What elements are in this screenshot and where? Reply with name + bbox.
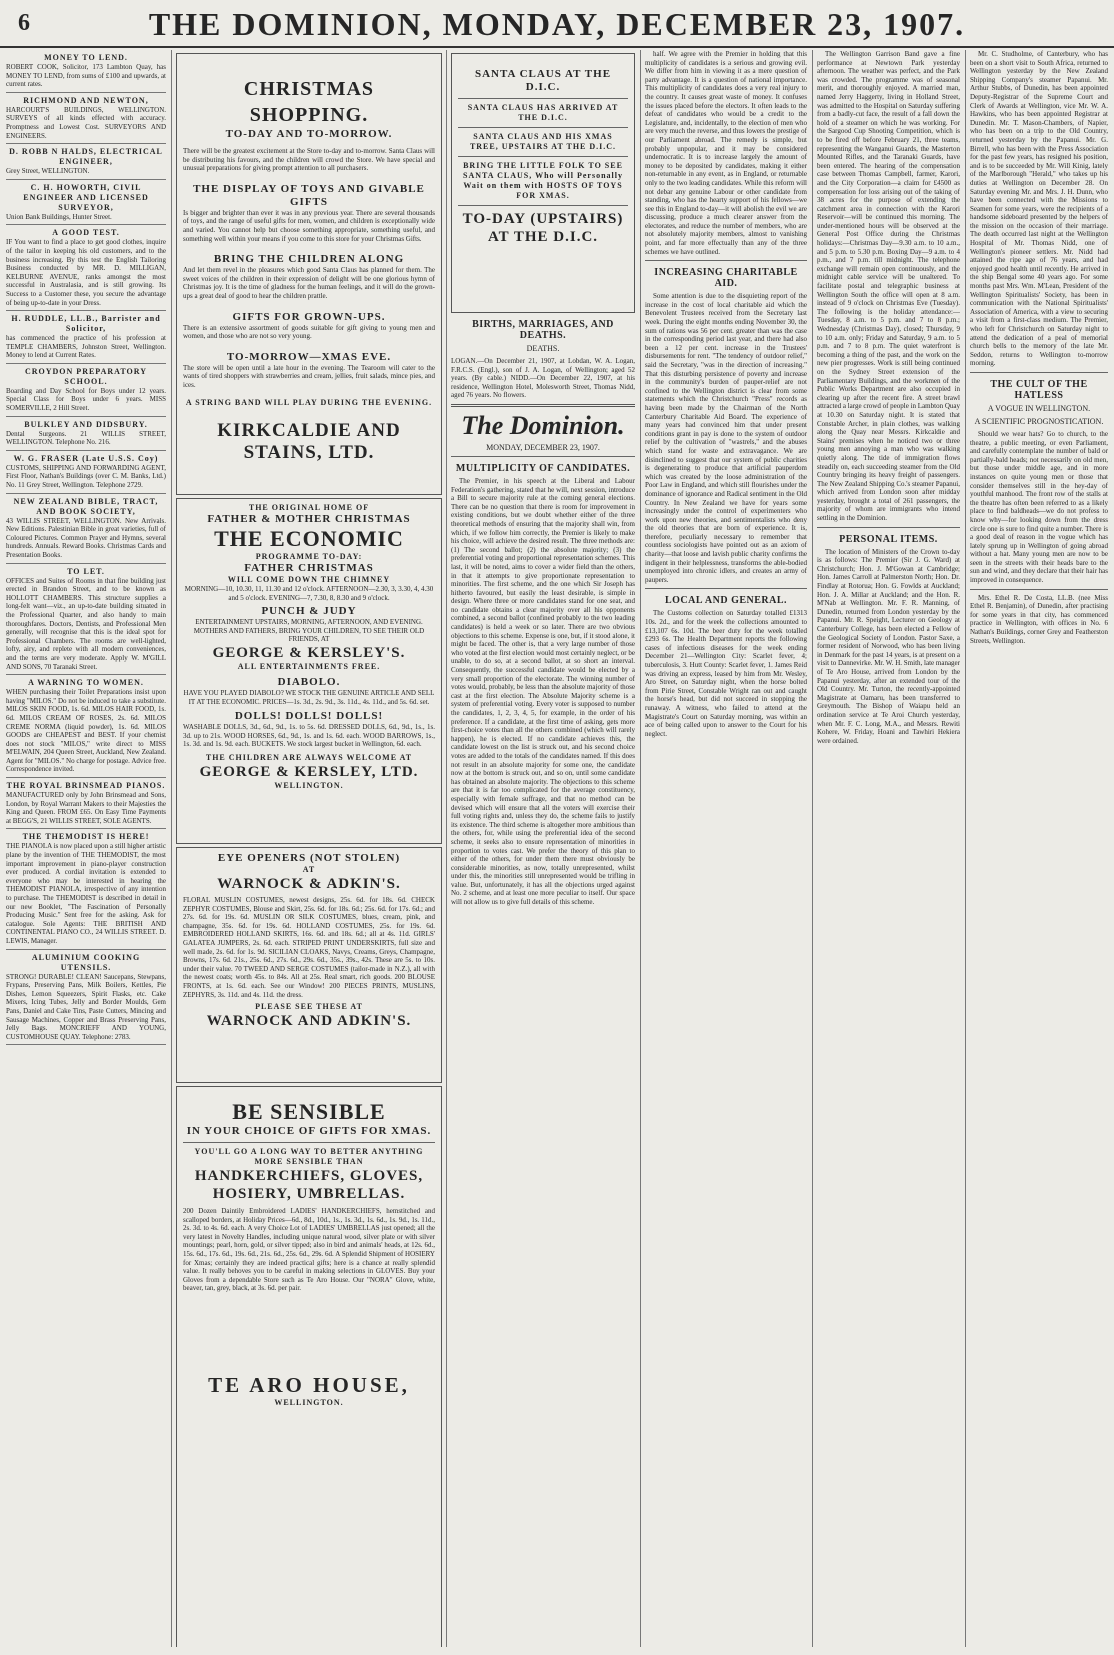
ad-text: ENTERTAINMENT UPSTAIRS, MORNING, AFTERNOON, AND EVENING. MOTHERS AND FATHERS, BRING YOUR CHILDREN, TO SEE THEIR OLD FRIENDS, AT [193,618,425,644]
economic-ad [176,498,442,844]
classified-title: A WARNING TO WOMEN. [28,678,144,688]
kirkcaldie-ad [176,53,442,495]
ad-title: BE SENSIBLE [232,1099,386,1124]
article-body: Should we wear hats? Go to church, to the theatre, a public meeting, or even Parliament, and carefully contemplate the number of bald or partially-bald heads; not necessarily on old men, but those under middle age, and in more instances on quite young men or those that consider themselves still in the hey-day of youthful manhood. The front row of the stalls at the theatre has often been referred to as a likely place to find baldheads—we do not profess to know why—for looking down from the dress circle one is sure to find quite a number. There is a good deal of reason in the vogue which has lately sprung up in Wellington of going abroad without a hat. Many young men are now to be seen in the streets with their heads bare to the sun and wind, and they declare that their hair has improved in consequence. [970,429,1108,585]
classified-ad [6,564,166,676]
classified-body: CUSTOMS, SHIPPING AND FORWARDING AGENT, First Floor, Nathan's Buildings (over C. M. Banks, Ltd.) No. 11 Grey Street, Wellington. Telephone 2729. [6,463,166,490]
classified-ad [6,50,166,93]
classified-title: BULKLEY AND DIDSBURY. [24,419,148,429]
classified-body: IF You want to find a place to get good clothes, inquire of the tailor in keeping his old customers, and to the business increasing. By this test the English Tailoring Business conducted by MR. D. MILLIGAN, KELBURNE AVENUE, ranks amongst the most successful in Australasia, and is still growing. Its Success to a Customer these, you secure the advantage of being up-to-date in your Dress. [6,238,166,307]
classified-title: C. H. HOWORTH, CIVIL ENGINEER AND LICENSED SURVEYOR, [23,182,149,212]
te-aro-house-ad [176,1086,442,1647]
classified-ad [6,417,166,451]
classified-title: NEW ZEALAND BIBLE, TRACT, AND BOOK SOCIETY, [13,496,159,516]
article-subheading: A VOGUE IN WELLINGTON. [987,403,1091,413]
editorial-masthead: The Dominion. [461,410,625,440]
classified-body: STRONG! DURABLE! CLEAN! Saucepans, Stewpans, Frypans, Preserving Pans, Milk Boilers, Kettles, Pie Dishes, Lemon Squeezers, Spirit Flasks, etc. Cake Mixers, Icing Tubes, Jelly and Border Moulds, Gem Pans, Daniel and Cake Tins, Paste Cutters, Mincing and Sausage Machines, Copper and Brass Preserving Pans, Jelly Bags. MONCRIEFF AND YOUNG, CUSTOMHOUSE QUAY. Telephone: 2783. [6,972,166,1041]
ad-text: 200 Dozen Daintily Embroidered LADIES' HANDKERCHIEFS, hemstitched and scalloped borders, at Holiday Prices—6d., 8d., 10d., 1s., 1s. 3d., 1s. 6d., 1s. 9d., 1s. 11d., 2s. 3d. to 4s. 6d. each. A very Choice Lot of LADIES' UMBRELLAS just opened; all the very latest in Novelty Handles, including unique natural wood, silver plate or with silver mountings; pearl, horn, gold, or silver tipped; also in bird and animals' heads, at 12s. 6d., 15s. 6d., 17s. 6d., 19s. 6d., 21s. 6d., 25s. 6d., 29s. 6d. A Splendid Shipment of HOSIERY for Xmas; certainly they are indeed practical gifts; here is a chance at really splendid value. It really behoves you to be careful in making selections in GLOVES. Buy your Gloves from a dependable Store such as Te Aro House. Our "NORA" Glove, white, beaver, tan, grey, black, at 3s. 6d. per pair. [183,1207,435,1293]
article-body: The Wellington Garrison Band gave a fine performance at Newtown Park yesterday afternoon. The weather was perfect, and the Park was crowded. The programme was of seasonal merit, and thoroughly enjoyed. A married man, named Jerry Haggerty, living in Holland Street, was admitted to the Hospital on Saturday suffering from a badly-cut face, the result of a fall down the hold of a steamer on which he was working. For the Sargood Cup Shooting Competition, which is to be fired off before February 21, three teams, representing the Wanganui Guards, the Masterton Mounted Rifles, and the Taranaki Guards, have been entered. The hearing of the compensation case between Thomas Campbell, farmer, Karori, and the City Corporation—a claim for £4500 as compensation for loss arising out of the taking of 38 acres for the purpose of extending the catchment area in connection with the Karori Reservoir—will be continued this morning. The under-mentioned hours will be observed at the General Post Office during the Christmas holidays:—Christmas Day—9.30 a.m. to 10 a.m., and 5 p.m. to 5.30 p.m. Boxing Day—9 a.m. to 4 p.m., and 7 p.m. till midnight. The telephone exchange will remain open continuously, and the midnight cable service will be unaltered. To facilitate postal and telegraphic business at Wellington South the office will open at 8 a.m. instead of 9 o'clock on Christmas Eve (Tuesday). The following is the holiday attendance:—Tuesday, 8 a.m. to 5 p.m. and 7 to 8 p.m.; Wednesday (Christmas Day), closed; Thursday, 9 to 10 a.m. only; Friday and Saturday, 9 a.m. to 5 p.m. and 7 to 8 p.m. The quiet waterfront is becoming a thing of the past, and the work on the new pier progresses. Work is still being continued on the Sydney Street extension of the Parliamentary Buildings, and the workmen of the Public Works Department are also occupied in clearing up after the recent fire. A street brawl attracted a large crowd of people in Lambton Quay at 10.30 on Saturday night. It is stated that Constable Archer, in plain clothes, was walking along the Quay near Messrs. Kirkcaldie and Stains' premises when he noticed two or three young men annoying a man who was walking quietly along. The tide of immigration flows steadily on, each succeeding steamer from the Old Country bringing its heavy freight of passengers. The New Zealand Shipping Co.'s steamer Papanui, which arrived from London soon after midday yesterday, brought a total of 261 passengers, the majority of whom are immigrants who intend settling in the Dominion. [817,50,960,523]
column-rule [640,50,641,1647]
ad-heading: THE DISPLAY OF TOYS AND GIVABLE GIFTS [193,182,425,208]
ad-heading: ALL ENTERTAINMENTS FREE. [237,661,381,671]
column-rule [171,50,172,1647]
classified-ad [6,950,166,1046]
advertiser-name: TO-DAY (UPSTAIRS) AT THE D.I.C. [462,211,624,245]
dic-editorial-column [451,50,635,1647]
article-headline: THE CULT OF THE HATLESS [990,378,1088,401]
death-notices: LOGAN.—On December 21, 1907, at Lobdan, W. A. Logan, F.R.C.S. (Engl.), son of J. A. Logan, of Wellington; aged 52 years. (By cable.) NIDD.—On December 22, 1907, at his residence, Wellington Hotel, Molesworth Street, Thomas Nidd, aged 76 years. No flowers. [451,357,635,400]
ad-text: SANTA CLAUS AND HIS XMAS TREE, UPSTAIRS AT THE D.I.C. [469,132,617,151]
classified-title: RICHMOND AND NEWTON, [23,95,149,105]
classified-ad [6,93,166,144]
article-body: The location of Ministers of the Crown to-day is as follows: The Premier (Sir J. G. Ward) at Christchurch; Hon. J. M'Gowan at Cambridge; Hon. James Carroll at Palmerston North; Hon. Dr. Findlay at Rotorua; Hon. G. Fowlds at Auckland; Hon. J. A. Millar at Auckland; and the Hon. R. M'Nab at Wellington. Mr. F. R. Manning, of Dunedin, returned from London yesterday by the Papanui. Mr. R. Speight, Lecturer on Geology at Canterbury College, has been elected a Fellow of the Geological Society of London. Pastor Saxe, a former resident of Norwood, who has been living in Denmark for the past 14 years, is at present on a visit to Dannevirke. Mr. W. H. Smith, late manager of Te Aro House, arrived from London by the Papanui yesterday, after an extended tour of the Old Country. Mr. Turton, the recently-appointed Magistrate at Oamaru, has been transferred to Greymouth. The Bishop of Waiapu held an ordination service at Te Aroi Church yesterday, when Mr. F. C. Long, M.A., and Messrs. Rewiti Kohere, W. Friday, Hoani and Tawhiri Hekiera were ordained. [817,547,960,745]
classified-ad [6,675,166,778]
classified-body: OFFICES and Suites of Rooms in that fine building just erected in Brandon Street, and to be known as HOLLOTT CHAMBERS. This structure supplies a long-felt want—viz., an up-to-date building situated in the Professional Quarter, and also handy to main thoroughfares. Doctors, Dentists, and Professional Men generally, will recognise that this is the ideal spot for Professional Chambers. The rooms are well-lighted, lofty, airy, and replete with all modern conveniences, and the terms are very moderate. Apply W. M'GILL AND SONS, 70 Taranaki Street. [6,576,166,671]
classified-body: ROBERT COOK, Solicitor, 173 Lambton Quay, has MONEY TO LEND, from sums of £100 and upwards, at current rates. [6,63,166,89]
advertiser-name: GEORGE & KERSLEY'S. [212,644,406,661]
ad-heading: TO-MORROW—XMAS EVE. [226,350,392,363]
ad-heading: HANDKERCHIEFS, GLOVES, HOSIERY, UMBRELLAS. [194,1168,424,1202]
advertiser-name: GEORGE & KERSLEY, LTD. [199,763,419,780]
classified-column [6,50,166,1647]
ad-heading: DIABOLO. [277,675,341,688]
ad-title: THE ECONOMIC [214,526,404,551]
article-headline: MULTIPLICITY OF CANDIDATES. [455,462,631,474]
article-body: The Premier, in his speech at the Liberal and Labour Federation's gathering, stated that he will, next session, introduce a Bill to secure majority rule at the coming general elections. There can be no question that there is room for improvement in existing conditions, but we doubt whether either of the three theoretical methods of ensuring that the majority shall win, from which, if we follow him correctly, the Premier is likely to make his choice, will achieve the desired result. The three methods are: (1) The second ballot; (2) the absolute majority; (3) the preferential voting and proportional representation schemes. This last, it will be noted, aims to cover a wider field than the others, in that it attempts to give proportionate representation to minorities. The first scheme, and the one which Sir Joseph has hitherto favoured, but easily the least desirable, is simple in design. Where three or more candidates stand for one seat, and no candidate obtains a clear majority over all his opponents combined, a second ballot (confined probably to the two leading candidates) is held a week or so later. There are two obvious objections to this scheme. Expense is one, but, if it stood alone, it might be faced. The other is, that a very large number of those who voted at the first election would most certainly neglect, or be unable, to do so, at a second ballot, at so short an interval. Consequently, the successful candidate would be elected by a very small proportion of the electorate. The winning number of votes would, probably, be less than the absolute majority of those cast at the first election. The Absolute Majority scheme is a system of preferential voting. Every voter is supposed to number the candidates, 1, 2, 3, 4, 5, for example, in the order of his preference. If a candidate, at the first time of asking, gets more first-choice votes than all the others combined (which will rarely happen), he is elected. If no candidate achieves this, the candidate lowest on the list is struck out, and his second choice votes are added to the totals of the candidates named. If this does not result in an absolute majority for some one, the candidate now at the bottom is struck out, and so on, until some candidate has obtained an absolute majority. The objections to this scheme are that it is far too complicated for the average constituency, especially with female suffrage, and that no method can be devised which will ensure that all the voters will exercise their full voting rights and, unless they do, the scheme fails to justify its existence. The third scheme is altogether more ambitious than the others, for, while using the preferential idea of the second scheme, it seeks also to ensure representation of minorities in proportion to votes cast. We prefer the theory of this plan to either of the others, for under them there must obviously be considerable minorities, as now, totally unrepresented, whilst under this, the minorities still unrepresented would be trifling in value. But, unfortunately, it has all the objections urged against No. 2 scheme, and at least one more peculiar to itself. Our space will not allow us to give full details of this scheme. [451,476,635,907]
ad-heading: FATHER & MOTHER CHRISTMAS [207,513,411,525]
ad-title: CHRISTMAS SHOPPING. [243,78,375,126]
ad-heading: EYE OPENERS (NOT STOLEN) [217,852,401,864]
classified-title: H. RUDDLE, LL.B., Barrister and Solicitor, [11,314,161,334]
section-subheading: DEATHS. [526,344,560,353]
article-headline: PERSONAL ITEMS. [839,533,938,545]
column-rule [446,50,447,1647]
column-rule [965,50,966,1647]
ad-subtitle: TO-DAY AND TO-MORROW. [225,128,393,140]
ad-text: There is an extensive assortment of goods suitable for gift giving to young men and women, and those who are not so very young. [183,323,435,341]
ad-text: MORNING—10, 10.30, 11, 11.30 and 12 o'clock. AFTERNOON—2.30, 3, 3.30, 4, 4.30 and 5 o'clock. EVENING—7, 7.30, 8, 8.30 and 9 o'clock. [184,585,434,602]
classified-body: WHEN purchasing their Toilet Preparations insist upon having "MILOS." Do not be induced to take a substitute. MILOS SKIN FOOD, 1s. 6d. MILOS HAIR FOOD, 1s. 6d. MILOS CREAM OF ROSES, 2s. 6d. MILOS CREME NORMA (liquid powder), 1s. 6d. MILOS GOODS are CHEAPEST and BEST. If your chemist does not stock "MILOS," write direct to MISS M'ELWAIN, 204 Queen Street, Auckland, New Zealand. Agent for "MILOS." No charge for postage. Advice free. Correspondence invited. [6,688,166,774]
classified-ad [6,144,166,180]
advertiser-name: WARNOCK & ADKIN'S. [217,876,401,892]
ad-heading: THE ORIGINAL HOME OF [248,503,370,512]
classified-body: Grey Street, WELLINGTON. [6,167,90,176]
article-headline: LOCAL AND GENERAL. [664,595,788,607]
local-news-column [817,50,960,1647]
classified-title: ALUMINIUM COOKING UTENSILS. [31,952,141,972]
ad-heading: PLEASE SEE THESE AT [255,1002,363,1012]
article-body: Mr. C. Studholme, of Canterbury, who has been on a short visit to South Africa, returned to Wellington yesterday by the New Zealand Shipping Company's steamer Papanui. Mr. Arthur Stubbs, of Dunedin, has been appointed Deputy-Registrar of the Supreme Court and Clerk of Awards at Wellington, vice Mr. W. A. Hawkins, who has been appointed Registrar at Dunedin. Mr. T. Mason-Chambers, of Napier, who has been on a trip to the Old Country, returned yesterday by the Papanui. Mr. G. Birrell, who has been with the Press Association for the past few years, has resigned his position, and is to be succeeded by Mr. Will Kinig, lately of the Marlborough "Herald," who takes up his duties at Wellington on December 28. On Saturday evening Mr. and Mrs. J. H. Dunn, who have been connected with the Missions to Seamen for some years, were the recipients of a handsome sideboard presented by the helpers of the mission on the occasion of their marriage. The death occurred last night at the Wellington Hospital of Mr. Thomas Nidd, one of Wellington's pioneer settlers. Mr. Nidd had attained the ripe age of 76 years, and had enjoyed good health until recently. He arrived in the ship Bengal some 40 years ago. For some months past Mrs. Wm. M'Lean, President of the Wellington Spiritualists' Society, has been in communication with the National Spiritualists' Association of America, with a view to securing a visit from a first-class medium. The Premier, who left for Christchurch on Saturday night to attend the dedication of a peal of memorial church bells to the memory of the late Mr. Seddon, returns to Wellington to-morrow morning. [970,50,1108,368]
classified-title: MONEY TO LEND. [44,53,128,62]
ad-heading: WILL COME DOWN THE CHIMNEY [227,575,391,584]
ad-text: WELLINGTON. [274,780,344,790]
ad-text: And let them revel in the pleasures which good Santa Claus has planned for them. The sweet voices of the children in their expression of delight will be one glorious hymn of Christmas joy. It is the time of gladness for the human feelings, and it will do the grown-ups a great deal of good to hear the children prattle. [183,266,435,300]
classified-title: CROYDON PREPARATORY SCHOOL. [24,366,148,386]
classified-title: W. G. FRASER (Late U.S.S. Coy) [13,453,159,463]
ad-text: SANTA CLAUS HAS ARRIVED AT THE D.I.C. [467,103,619,122]
classified-body: Union Bank Buildings, Hunter Street. [6,212,112,221]
classified-body: MANUFACTURED only by John Brinsmead and Sons, London, by Royal Warrant Makers to their Majesties the King and Queen. FROM £65. On Easy Time Payments at BEGG'S, 21 WILLIS STREET, SOLE AGENTS. [6,791,166,825]
newspaper-title: THE DOMINION, MONDAY, DECEMBER 23, 1907. [148,6,966,42]
classified-body: has commenced the practice of his profession at TEMPLE CHAMBERS, Johnston Street, Wellington. Money to lend at Current Rates. [6,334,166,360]
masthead [0,0,1114,48]
article-headline: INCREASING CHARITABLE AID. [654,267,798,290]
ad-heading: YOU'LL GO A LONG WAY TO BETTER ANYTHING MORE SENSIBLE THAN [194,1147,424,1166]
classified-ad [6,778,166,829]
classified-ad [6,364,166,417]
ad-heading: FATHER CHRISTMAS [244,562,374,574]
classified-title: TO LET. [67,566,105,576]
ad-text: BRING THE LITTLE FOLK TO SEE SANTA CLAUS, Who will Personally Wait on them with HOSTS OF TOYS FOR XMAS. [463,161,623,200]
article-body: half. We agree with the Premier in holding that this multiplicity of candidates is a serious and growing evil. We differ from him in viewing it as a mere question of party advantage. It is a question of national importance. This multiplicity of candidates does a very real injury to the country. It causes great waste of money. It confuses the issues placed before the electors. It often leads to the defeat of candidates who would be a credit to the Legislature, and, incidentally, to the election of men who are very much the reverse, and thus lowers the prestige of our Parliament abroad. The remedy is simple, but probably unpopular, and it may be considered undemocratic. It is to increase largely the amount of money to be deposited by candidates, making it either non-returnable in any event, as in England, or returnable only to the two leading candidates. While this reform will not debar any genuine Labour or other candidate from standing, who has the hearty support of his fellows—we see this in England to-day—it will abolish the evil we are discussing, produce a much clearer answer from the electorates, and reduce the number of members, who are not absolutely majority members, almost to vanishing point, and far more effectually than any of the three schemes we have outlined. [645,50,807,256]
ad-heading: BRING THE CHILDREN ALONG [213,253,405,266]
classified-ad [6,451,166,494]
classified-ad [6,494,166,564]
article-body: Mrs. Ethel R. De Costa, LL.B. (nee Miss Ethel R. Benjamin), of Dunedin, after practising for some years in that city, has commenced practice in Wellington, with offices in No. 6 Nathan's Buildings, corner Grey and Featherston Streets, Wellington. [970,593,1108,645]
classified-title: A GOOD TEST. [52,228,120,238]
ad-heading: SANTA CLAUS AT THE D.I.C. [474,68,612,93]
classified-body: Boarding and Day School for Boys under 12 years. Special Class for Boys under 6 years. MISS SOMERVILLE, 2 Hill Street. [6,386,166,413]
advertiser-name: KIRKCALDIE AND STAINS, LTD. [217,419,401,463]
article-body: The Customs collection on Saturday totalled £1313 10s. 2d., and for the week the collections amounted to £13,107 6s. 10d. The beer duty for the week totalled £293 6s. The Health Department reports the following cases of infectious diseases for the week ending December 21—Wellington City: Scarlet fever, 4; tuberculosis, 3. Hutt County: Scarlet fever, 1. James Reid was driving an express, leased by him from Mr. Wesley, Aro Street, on Saturday night, when the horse bolted from Pirie Street, Constable Wright ran out and caught the horse's head, but did not succeed in stopping the runaway. A witness, who failed to attend at the Magistrate's Court on Saturday morning, was within an ace of being called upon to answer to the Court for his neglect. [645,609,807,738]
ad-subtitle: IN YOUR CHOICE OF GIFTS FOR XMAS. [186,1125,432,1137]
ad-text: HAVE YOU PLAYED DIABOLO? WE STOCK THE GENUINE ARTICLE AND SELL IT AT THE ECONOMIC. PRICES—1s. 3d., 2s. 9d., 3s. 11d., 4s. 11d., and 5s. 6d. set. [183,688,435,706]
dic-ad [451,53,635,313]
classified-body: 43 WILLIS STREET, WELLINGTON. New Arrivals. New Editions. Palestinian Bible in great varieties, full of Coloured Pictures. Common Prayer and Hymns, several hundreds. Annuals. Reward Books. Christmas Cards and Presentation Books. [6,516,166,559]
display-ads-column [176,50,442,1647]
ad-text: AT [302,865,316,874]
ad-heading: THE CHILDREN ARE ALWAYS WELCOME AT [205,752,413,762]
ad-text: The store will be open until a late hour in the evening. The Tearoom will cater to the wants of tired shoppers with strawberries and cream, jellies, fruit salads, mince pies, and ices. [183,363,435,389]
classified-ad [6,225,166,311]
article-body: Some attention is due to the disquieting report of the increase in the cost of local charitable aid which the Benevolent Trustees received from the Secretary last week. During the eight months ending November 30, the sum of rations was 56 per cent. greater than was the case in the corresponding period last year, and there had also been a 12 per cent. increase in the Trustees' disbursements for rent. "The tendency of outdoor relief," said the Secretary, "was in the direction of increasing." That this disturbing persistence of poverty and increase in the community's burden of pauper-relief are not confined to the Wellington district is clear from some statements which the Christchurch "Press" records as having been made by the Chairman of the North Canterbury Charitable Aid Board. The experience of many years had convinced him that under present conditions grant in pay is done to the system of outdoor relief by the cultivation of "wastrels," and the abuses which stand for waste and extravagance. We are disinclined to suggest that our system of public charities is degenerating to produce that artificial pauperdom which was created by the loose administration of the Poor Law in England, and which still flourishes under the dominance of ignorance and Radical sentiment in the Old Country. In New Zealand we have for years some increasingly under the control of experimenters who work upon new theories, and sentimentalists who deny the old theories that are born of experience. It is, therefore, peculiarly necessary to remember that countless sociologists have pointed out as an axiom of charity—that loose and lavish public charity confirms the indigent in their helplessness, transforms the able-bodied unemployed into chronic idlers, and creates an army of paupers. [645,292,807,584]
ad-text: FLORAL MUSLIN COSTUMES, newest designs, 25s. 6d. for 18s. 6d. CHECK ZEPHYR COSTUMES, Blouse and Skirt, 25s. 6d. for 18s. 6d.; 25s. 6d. for 17s. 6d.; and 27s. 6d. for 19s. 6d. MUSLIN OR SILK COSTUMES, blues, cream, pink, and champagne, 35s. 6d. for 19s. 6d. HOLLAND COSTUMES, 25s. for 19s. 6d. EMBROIDERED HOLLAND SKIRTS, 16s. 6d. and 18s. 6d.; all at 4s. 11d. GIRLS' GALATEA JUMPERS, 2s. 6d. each. STRIPED PRINT UNDERSKIRTS, full size and well made, 2s. 6d. for 1s. 9d. SICILIAN CLOAKS, Navys, Creams, Greys, Champagne, Browns, 17s. 6d. 21s., 25s. 6d., 27s. 6d., 29s. 6d., 35s., 39s., 42s. These are 5s. to 10s. under their value. 70 TWEED AND SERGE COSTUMES (tailor-made in N.Z.), all with the newest coats; worth 45s. to 84s. All at 25s. Real smart, rich goods. 200 BLOUSE FRONTS, at 1s. 6d. each. See our Window! 200 PIECES PRINTS, MUSLINS, ZEPHYRS, 3s. 11d. and 4s. 11d. the dress. [183,896,435,999]
article-subheading: A SCIENTIFIC PROGNOSTICATION. [974,416,1104,426]
ad-text: WELLINGTON. [274,1397,344,1407]
classified-body: Dental Surgeons. 21 WILLIS STREET, WELLINGTON. Telephone No. 216. [6,429,166,447]
ad-heading: GIFTS FOR GROWN-UPS. [232,310,386,323]
page-number: 6 [18,10,30,36]
advertiser-name: TE ARO HOUSE, [208,1372,410,1397]
ad-heading: A STRING BAND WILL PLAY DURING THE EVENING. [185,397,433,407]
advertiser-name: WARNOCK AND ADKIN'S. [206,1013,412,1030]
section-heading: BIRTHS, MARRIAGES, AND DEATHS. [472,319,614,341]
ad-text: WASHABLE DOLLS, 3d., 6d., 9d., 1s. to 5s. 6d. DRESSED DOLLS, 6d., 9d., 1s., 1s. 3d. up to 21s. WOOD HORSES, 6d., 9d., 1s. and 1s. 6d. each. WOOD BARROWS, 1s., 1s. 3d. and 1s. 9d. each. BUCKETS. We stock largest bucket in Wellington, 6d. each. [183,723,435,749]
personal-column [970,50,1108,1647]
ad-heading: PROGRAMME TO-DAY: [255,552,363,561]
classified-ad [6,829,166,949]
column-rule [812,50,813,1647]
ad-text: There will be the greatest excitement at the Store to-day and to-morrow. Santa Claus will be distributing his favours, and the children will crowd the Store. We have special and unusual preparations for giving prompt attention to all purchasers. [183,147,435,173]
warnock-ad [176,847,442,1083]
classified-title: D. ROBB N HALDS, ELECTRICAL ENGINEER, [9,147,163,167]
ad-heading: PUNCH & JUDY [261,605,357,618]
editorial-date: MONDAY, DECEMBER 23, 1907. [486,442,600,452]
classified-ad [6,311,166,364]
classified-body: HARCOURT'S BUILDINGS, WELLINGTON. SURVEYS of all kinds effected with accuracy. Promptness and Lowest Cost. SURVEYORS AND ENGINEERS. [6,105,166,140]
ad-text: Is bigger and brighter than ever it was in any previous year. There are several thousands of toys, and the range of useful gifts for men, women, and children is exceptionally wide and varied. You cannot help but choose something appropriate, something useful, and something well within your means if you come to this store for your Christmas Gifts. [183,208,435,243]
classified-body: THE PIANOLA is now placed upon a still higher artistic plane by the invention of THE THEMODIST, the most important improvement in piano-player construction ever produced. A cordial invitation is extended to everyone who may be interested in hearing the THEMODIST PIANOLA, irrespective of any intention to purchase. The THEMODIST is described in detail in our new Booklet, "The Fascination of Personally Producing Music." Sent free for the asking. Ask for catalogue. Sole Agents: THE BRITISH AND CONTINENTAL PIANO CO., 24 WILLIS STREET. D. LEWIS, Manager. [6,842,166,945]
editorial-continued-column [645,50,807,1647]
ad-heading: DOLLS! DOLLS! DOLLS! [234,710,384,723]
classified-title: THE ROYAL BRINSMEAD PIANOS. [6,781,166,791]
classified-title: THE THEMODIST IS HERE! [22,832,150,842]
classified-ad [6,180,166,226]
